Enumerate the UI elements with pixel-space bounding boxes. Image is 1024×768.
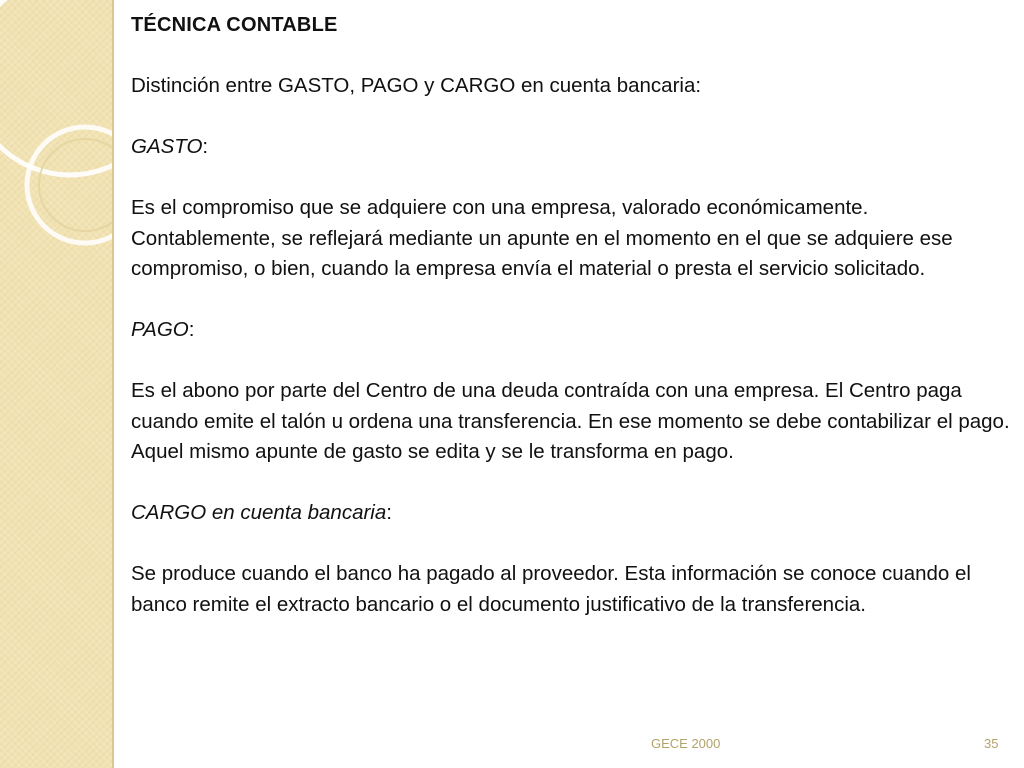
definition-gasto: Es el compromiso que se adquiere con una empresa, valorado económicamente. Contablemente, se reflejará mediante un apunte en el momento en el que se adquiere ese compromiso, o bien, cuando la empresa envía el material o presta el servicio solicitado. [131,196,953,280]
slide-subtitle: Distinción entre GASTO, PAGO y CARGO en cuenta bancaria: [131,74,702,97]
term-label: PAGO [131,318,189,341]
slide-title: TÉCNICA CONTABLE [131,14,338,36]
term-label: CARGO en cuenta bancaria [131,501,387,524]
definition-pago: Es el abono por parte del Centro de una deuda contraída con una empresa. El Centro paga cuando emite el talón u ordena una transferencia. En ese momento se debe contabilizar el pago. Aquel mismo apunte de gasto se edita y se le transforma en pago. [131,379,1010,463]
slide-content [131,10,1016,620]
footer-label: GECE 2000 [651,736,721,751]
page-number: 35 [984,736,999,751]
term-label: GASTO [131,135,203,158]
vertical-divider [112,0,114,768]
decorative-rings-graphic [0,0,112,768]
decorative-ring-inner [39,139,112,231]
term-heading-gasto: GASTO: [131,135,209,158]
term-heading-pago: PAGO: [131,318,195,341]
decorative-side-panel [0,0,112,768]
definition-cargo: Se produce cuando el banco ha pagado al proveedor. Esta información se conoce cuando el banco remite el extracto bancario o el documento justificativo de la transferencia. [131,562,971,616]
term-heading-cargo: CARGO en cuenta bancaria: [131,501,392,524]
